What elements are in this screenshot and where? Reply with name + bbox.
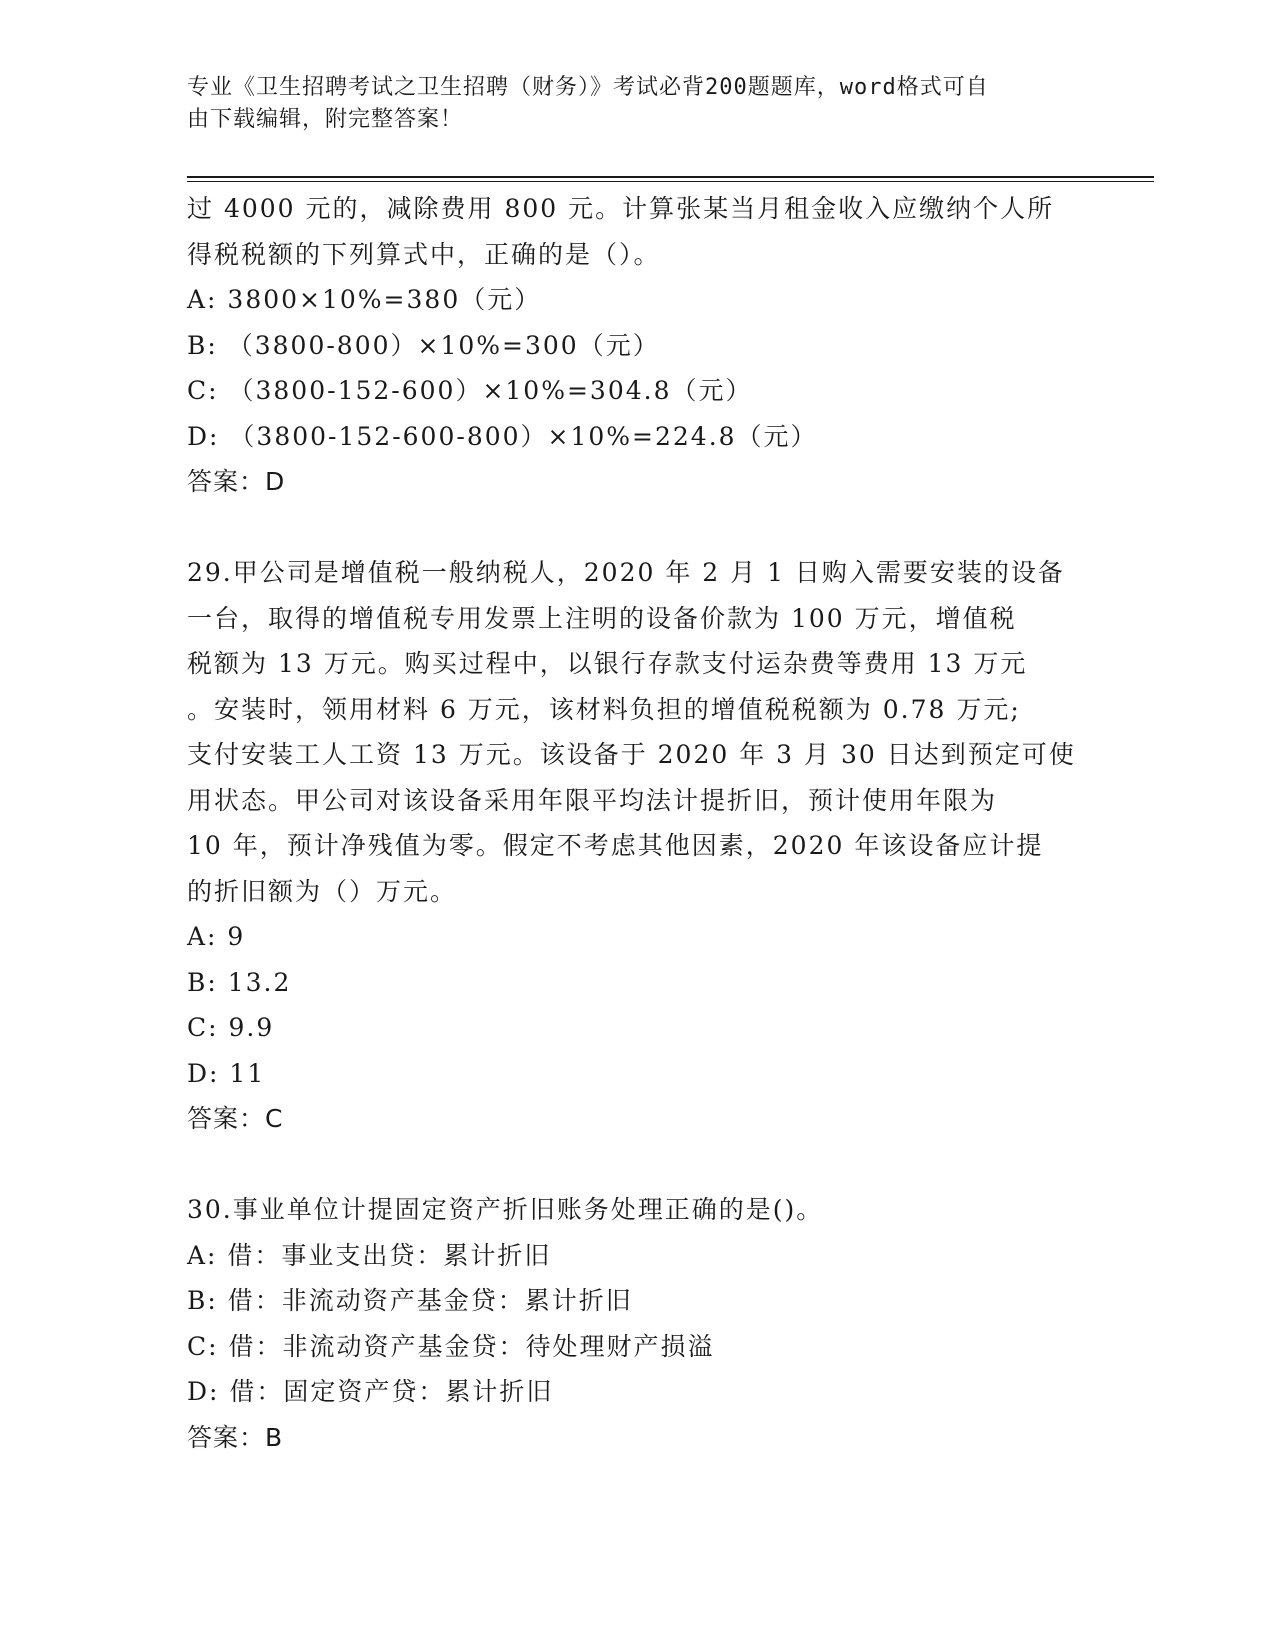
- question-stem-line: 过 4000 元的，减除费用 800 元。计算张某当月租金收入应缴纳个人所: [187, 194, 1055, 223]
- header-line-2: 由下载编辑，附完整答案！: [187, 107, 464, 132]
- option-d: D: 11: [187, 1058, 266, 1088]
- question-28: [187, 186, 1087, 505]
- option-d: D: （3800-152-600-800）×10%=224.8（元）: [187, 421, 818, 451]
- question-stem-line: 一台，取得的增值税专用发票上注明的设备价款为 100 万元，增值税: [187, 603, 1017, 633]
- option-a: A: 3800×10%=380（元）: [187, 285, 542, 314]
- answer-line: 答案：B: [187, 1422, 284, 1452]
- question-stem-line: 用状态。甲公司对该设备采用年限平均法计提折旧，预计使用年限为: [187, 785, 998, 815]
- spacer: [187, 1142, 1087, 1188]
- question-stem-line: 得税税额的下列算式中，正确的是（）。: [187, 239, 661, 269]
- option-c: C: （3800-152-600）×10%=304.8（元）: [187, 376, 753, 405]
- question-stem-line: 的折旧额为（）万元。: [187, 876, 458, 906]
- question-stem-line: 29.甲公司是增值税一般纳税人，2020 年 2 月 1 日购入需要安装的设备: [187, 558, 1065, 587]
- option-b: B: 13.2: [187, 967, 292, 997]
- question-stem-line: 支付安装工人工资 13 万元。该设备于 2020 年 3 月 30 日达到预定可使: [187, 740, 1076, 769]
- question-stem-line: 税额为 13 万元。购买过程中，以银行存款支付运杂费等费用 13 万元: [187, 649, 1028, 678]
- header-divider-thick: [187, 176, 1154, 178]
- document-header: [187, 72, 1067, 136]
- option-d: D: 借：固定资产贷：累计折旧: [187, 1377, 554, 1406]
- option-b: B: （3800-800）×10%=300（元）: [187, 330, 660, 360]
- option-a: A: 9: [187, 922, 246, 951]
- option-c: C: 9.9: [187, 1013, 275, 1042]
- option-a: A: 借：事业支出贷：累计折旧: [187, 1240, 552, 1270]
- question-stem-line: 30.事业单位计提固定资产折旧账务处理正确的是()。: [187, 1195, 824, 1224]
- question-list: [187, 186, 1087, 1460]
- header-line-1: 专业《卫生招聘考试之卫生招聘（财务）》考试必背200题题库，word格式可自: [187, 75, 989, 100]
- question-stem-line: 10 年，预计净残值为零。假定不考虑其他因素，2020 年该设备应计提: [187, 831, 1044, 860]
- option-c: C: 借：非流动资产基金贷：待处理财产损溢: [187, 1331, 715, 1361]
- question-30: [187, 1187, 1087, 1460]
- header-divider-thin: [187, 181, 1154, 182]
- question-29: [187, 550, 1087, 1142]
- option-b: B: 借：非流动资产基金贷：累计折旧: [187, 1286, 633, 1315]
- question-stem-line: 。安装时，领用材料 6 万元，该材料负担的增值税税额为 0.78 万元;: [187, 694, 1021, 724]
- answer-line: 答案：C: [187, 1104, 284, 1133]
- answer-line: 答案：D: [187, 467, 286, 496]
- spacer: [187, 505, 1087, 551]
